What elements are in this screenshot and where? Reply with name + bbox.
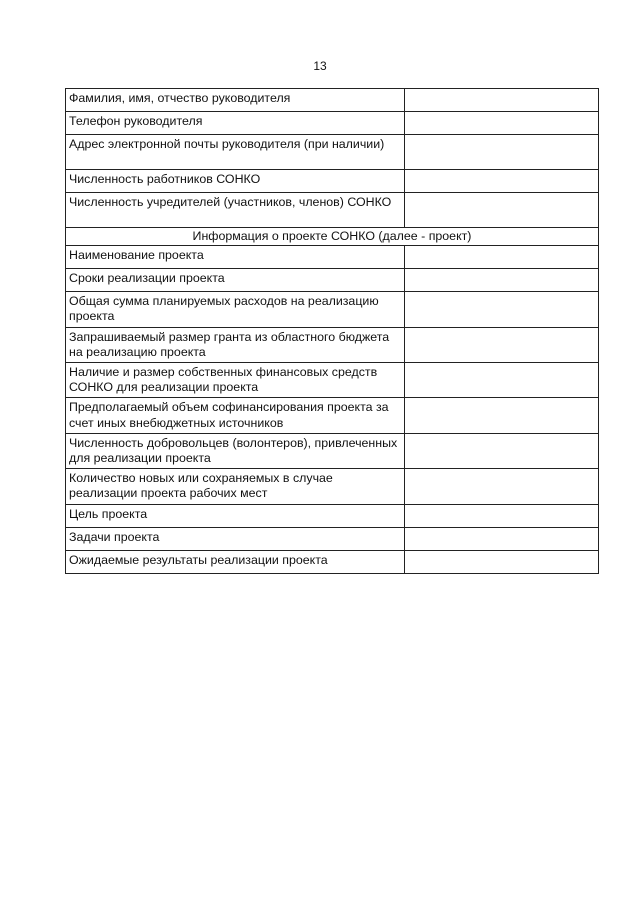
table-row-leader-email — [66, 135, 599, 170]
table-row-leader-phone — [66, 112, 599, 135]
field-value — [405, 550, 599, 573]
table-row-project-name — [66, 246, 599, 269]
field-label: Численность работников СОНКО — [66, 170, 405, 193]
field-value — [405, 112, 599, 135]
table-row-leader-name — [66, 89, 599, 112]
field-label: Численность добровольцев (волонтеров), привлеченных для реализации проекта — [66, 433, 405, 468]
field-label: Цель проекта — [66, 504, 405, 527]
field-label: Телефон руководителя — [66, 112, 405, 135]
table-row-founders-count — [66, 193, 599, 228]
field-label: Адрес электронной почты руководителя (при наличии) — [66, 135, 405, 170]
field-label: Задачи проекта — [66, 527, 405, 550]
table-row-project-tasks — [66, 527, 599, 550]
table-row-employees-count — [66, 170, 599, 193]
field-value — [405, 292, 599, 327]
field-label: Количество новых или сохраняемых в случае реализации проекта рабочих мест — [66, 469, 405, 504]
field-value — [405, 398, 599, 433]
table-row-expected-results — [66, 550, 599, 573]
field-value — [405, 433, 599, 468]
field-label: Запрашиваемый размер гранта из областного бюджета на реализацию проекта — [66, 327, 405, 362]
field-label: Наименование проекта — [66, 246, 405, 269]
table-row-project-total-cost — [66, 292, 599, 327]
field-label: Общая сумма планируемых расходов на реализацию проекта — [66, 292, 405, 327]
field-label: Наличие и размер собственных финансовых средств СОНКО для реализации проекта — [66, 363, 405, 398]
field-value — [405, 246, 599, 269]
table-row-volunteers-count — [66, 433, 599, 468]
field-label: Численность учредителей (участников, членов) СОНКО — [66, 193, 405, 228]
page-number: 13 — [313, 59, 327, 73]
field-value — [405, 193, 599, 228]
table-row-project-goal — [66, 504, 599, 527]
table-row-cofinancing — [66, 398, 599, 433]
field-label: Предполагаемый объем софинансирования проекта за счет иных внебюджетных источников — [66, 398, 405, 433]
field-label: Фамилия, имя, отчество руководителя — [66, 89, 405, 112]
field-label: Сроки реализации проекта — [66, 269, 405, 292]
field-value — [405, 170, 599, 193]
table-row-own-funds — [66, 363, 599, 398]
table-row-grant-amount — [66, 327, 599, 362]
table-row-section-heading — [66, 228, 599, 246]
field-value — [405, 469, 599, 504]
field-value — [405, 135, 599, 170]
field-value — [405, 363, 599, 398]
field-value — [405, 327, 599, 362]
section-heading-project-info: Информация о проекте СОНКО (далее - проект) — [66, 228, 599, 246]
table-row-jobs-count — [66, 469, 599, 504]
field-value — [405, 269, 599, 292]
field-label: Ожидаемые результаты реализации проекта — [66, 550, 405, 573]
table-row-project-period — [66, 269, 599, 292]
application-form-table — [65, 88, 599, 574]
field-value — [405, 527, 599, 550]
field-value — [405, 89, 599, 112]
field-value — [405, 504, 599, 527]
